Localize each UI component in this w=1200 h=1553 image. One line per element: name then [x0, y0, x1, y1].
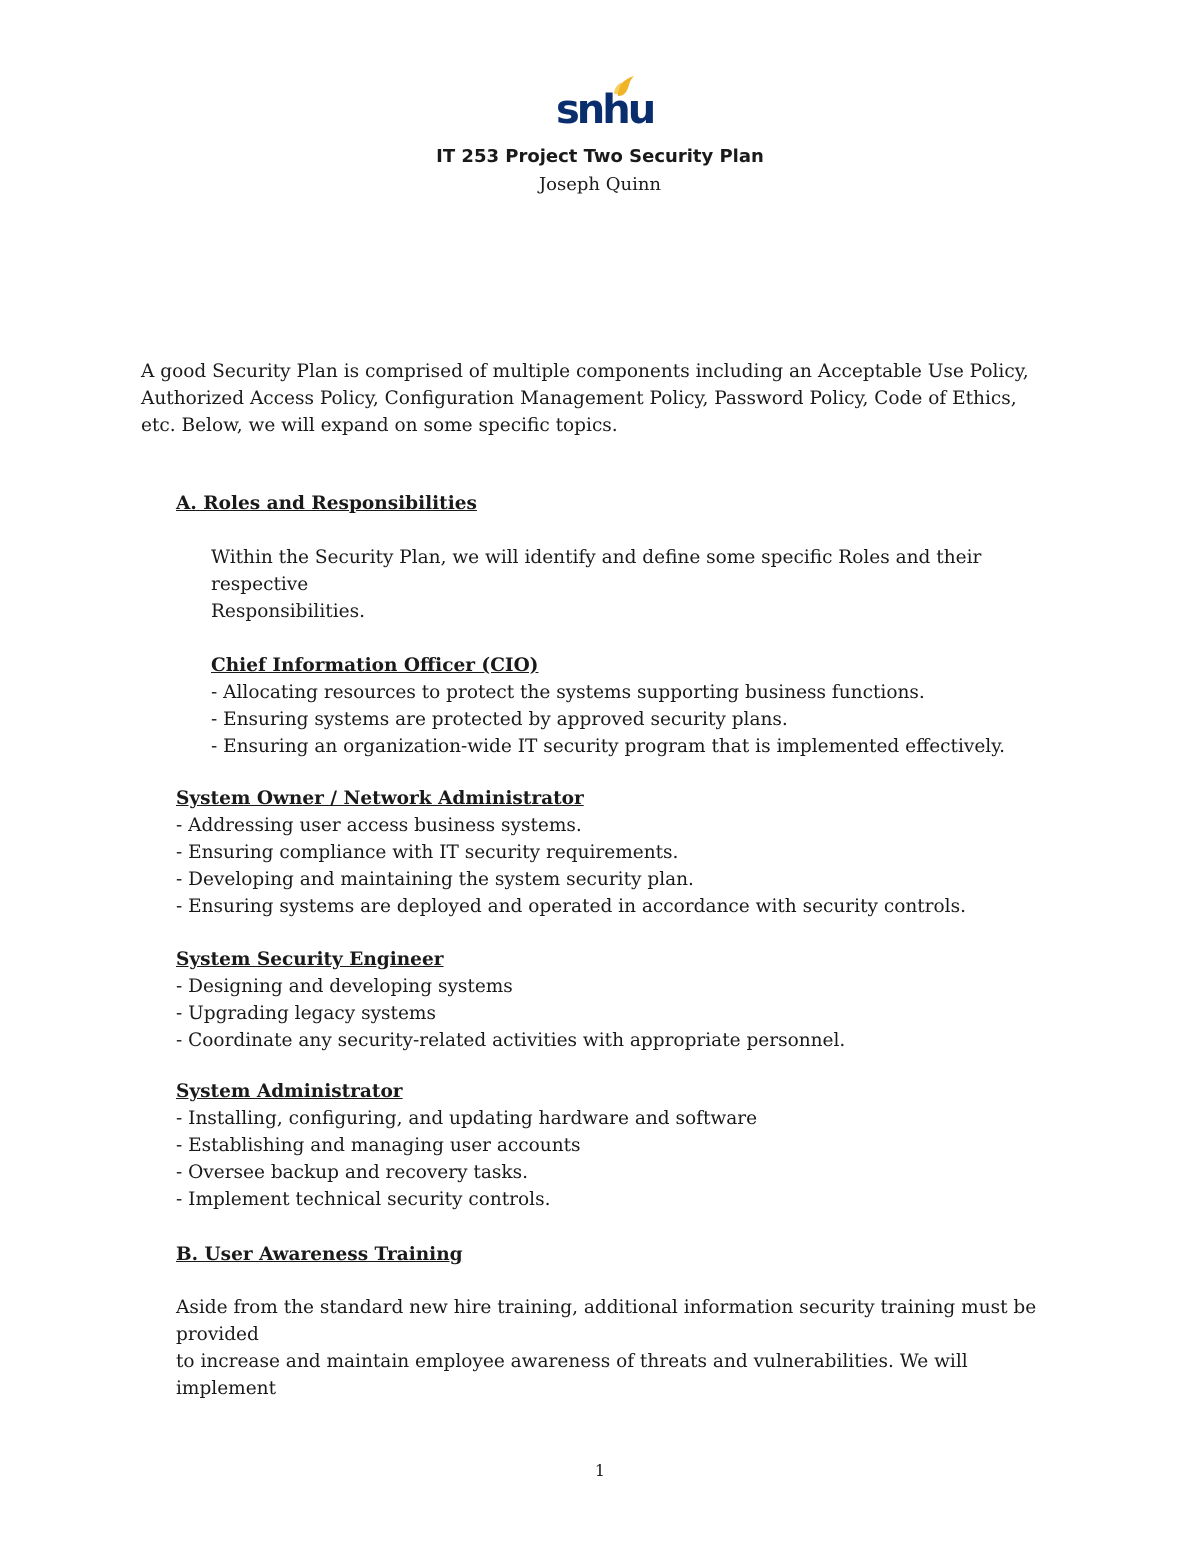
intro-line: Authorized Access Policy, Configuration Management Policy, Password Policy, Code of Ethics,: [141, 388, 1017, 409]
section-a-intro-line: Responsibilities.: [211, 601, 365, 622]
cio-heading: Chief Information Officer (CIO): [211, 655, 539, 676]
system-admin-item: - Installing, configuring, and updating hardware and software: [176, 1108, 758, 1129]
cio-item: - Ensuring systems are protected by approved security plans.: [211, 709, 788, 730]
cio-item: - Ensuring an organization-wide IT security program that is implemented effectively.: [211, 736, 1006, 757]
section-a-intro-line: Within the Security Plan, we will identify and define some specific Roles and their: [211, 547, 982, 568]
security-engineer-item: - Upgrading legacy systems: [176, 1003, 436, 1024]
system-owner-heading: System Owner / Network Administrator: [176, 788, 584, 809]
intro-line: A good Security Plan is comprised of multiple components including an Acceptable Use Policy,: [141, 361, 1029, 382]
document-title: IT 253 Project Two Security Plan: [436, 146, 764, 167]
intro-line: etc. Below, we will expand on some specific topics.: [141, 415, 618, 436]
system-owner-item: - Developing and maintaining the system security plan.: [176, 869, 694, 890]
section-b-line: Aside from the standard new hire training, additional information security training must be: [176, 1297, 1037, 1318]
system-owner-item: - Addressing user access business systems.: [176, 815, 582, 836]
page-number: 1: [594, 1461, 606, 1480]
section-b-paragraph: [176, 1294, 1036, 1402]
security-engineer-item: - Coordinate any security-related activities with appropriate personnel.: [176, 1030, 846, 1051]
system-admin-item: - Oversee backup and recovery tasks.: [176, 1162, 528, 1183]
security-engineer-heading: System Security Engineer: [176, 949, 444, 970]
document-author: Joseph Quinn: [538, 174, 662, 195]
system-owner-item: - Ensuring compliance with IT security requirements.: [176, 842, 679, 863]
section-b-heading: B. User Awareness Training: [176, 1244, 463, 1265]
intro-paragraph: [141, 358, 1029, 439]
cio-item: - Allocating resources to protect the systems supporting business functions.: [211, 682, 925, 703]
section-a-heading: A. Roles and Responsibilities: [176, 493, 477, 514]
system-admin-role: [176, 1078, 757, 1213]
section-b-line: provided: [176, 1324, 259, 1345]
logo-text: snhu: [556, 87, 654, 133]
section-b-line: to increase and maintain employee awareness of threats and vulnerabilities. We will: [176, 1351, 968, 1372]
section-a-intro-line: respective: [211, 574, 309, 595]
section-a-intro: [211, 544, 981, 625]
system-admin-item: - Establishing and managing user accounts: [176, 1135, 581, 1156]
section-b-line: implement: [176, 1378, 277, 1399]
system-admin-item: - Implement technical security controls.: [176, 1189, 551, 1210]
system-owner-role: [176, 785, 966, 920]
snhu-logo: [556, 74, 654, 133]
security-engineer-item: - Designing and developing systems: [176, 976, 513, 997]
system-owner-item: - Ensuring systems are deployed and operated in accordance with security controls.: [176, 896, 966, 917]
system-admin-heading: System Administrator: [176, 1081, 403, 1102]
security-engineer-role: [176, 946, 845, 1054]
cio-role: [211, 652, 1005, 760]
